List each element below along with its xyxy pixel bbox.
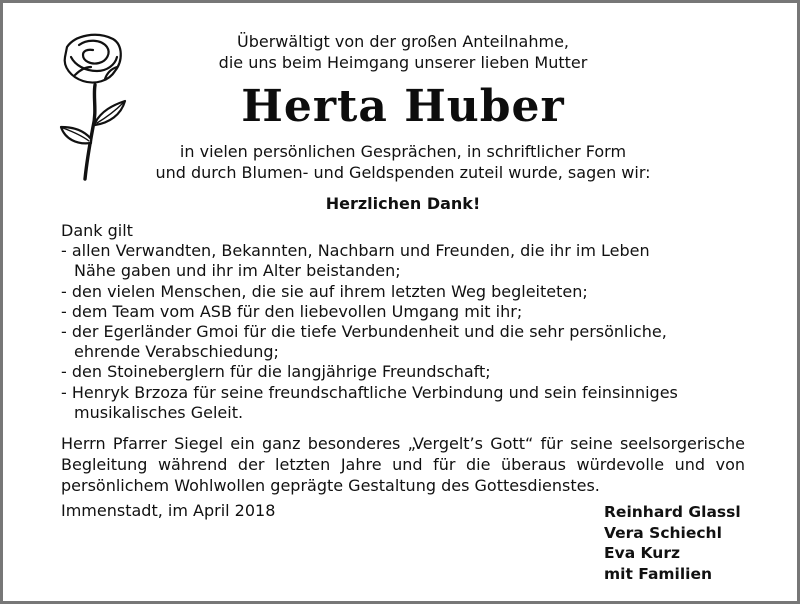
place-date: Immenstadt, im April 2018 xyxy=(61,501,276,520)
intro-text xyxy=(73,31,733,73)
body-line: und durch Blumen- und Geldspenden zuteil wurde, sagen wir: xyxy=(155,163,651,182)
paragraph-line: persönlichem Wohlwollen geprägte Gestaltung des Gottesdienstes. xyxy=(61,476,600,495)
list-item-continuation: Nähe gaben und ihr im Alter beistanden; xyxy=(74,261,401,281)
list-item: - Henryk Brzoza für seine freundschaftliche Verbindung und sein feinsinniges xyxy=(61,382,678,402)
body-text xyxy=(73,141,733,183)
signature-name: Eva Kurz xyxy=(604,544,680,562)
list-intro: Dank gilt xyxy=(61,221,133,240)
signature-name: Reinhard Glassl xyxy=(604,503,741,521)
signature-name: mit Familien xyxy=(604,564,713,583)
intro-line: die uns beim Heimgang unserer lieben Mutter xyxy=(218,53,588,72)
body-line: in vielen persönlichen Gesprächen, in schriftlicher Form xyxy=(179,142,627,161)
list-item: - dem Team vom ASB für den liebevollen Umgang mit ihr; xyxy=(61,301,523,321)
pastor-paragraph xyxy=(61,433,745,496)
thanks-heading: Herzlichen Dank! xyxy=(325,194,481,213)
signatures xyxy=(604,502,741,584)
list-item-continuation: ehrende Verabschiedung; xyxy=(74,342,279,362)
paragraph-line: Begleitung während der letzten Jahre und für die überaus würdevolle und von xyxy=(61,455,745,474)
list-item: - der Egerländer Gmoi für die tiefe Verbundenheit und die sehr persönliche, xyxy=(61,322,667,342)
deceased-name: Herta Huber xyxy=(241,81,565,132)
list-item: - den vielen Menschen, die sie auf ihrem letzten Weg begleiteten; xyxy=(61,281,588,301)
thanks-list xyxy=(61,221,751,423)
list-item: - allen Verwandten, Bekannten, Nachbarn und Freunden, die ihr im Leben xyxy=(61,241,650,261)
signature-name: Vera Schiechl xyxy=(604,523,722,542)
list-item: - den Stoineberglern für die langjährige Freundschaft; xyxy=(61,362,491,382)
list-item-continuation: musikalisches Geleit. xyxy=(74,402,244,422)
paragraph-line: Herrn Pfarrer Siegel ein ganz besonderes „Vergelt’s Gott“ für seine seelsorgerische xyxy=(61,434,745,453)
intro-line: Überwältigt von der großen Anteilnahme, xyxy=(236,32,570,51)
